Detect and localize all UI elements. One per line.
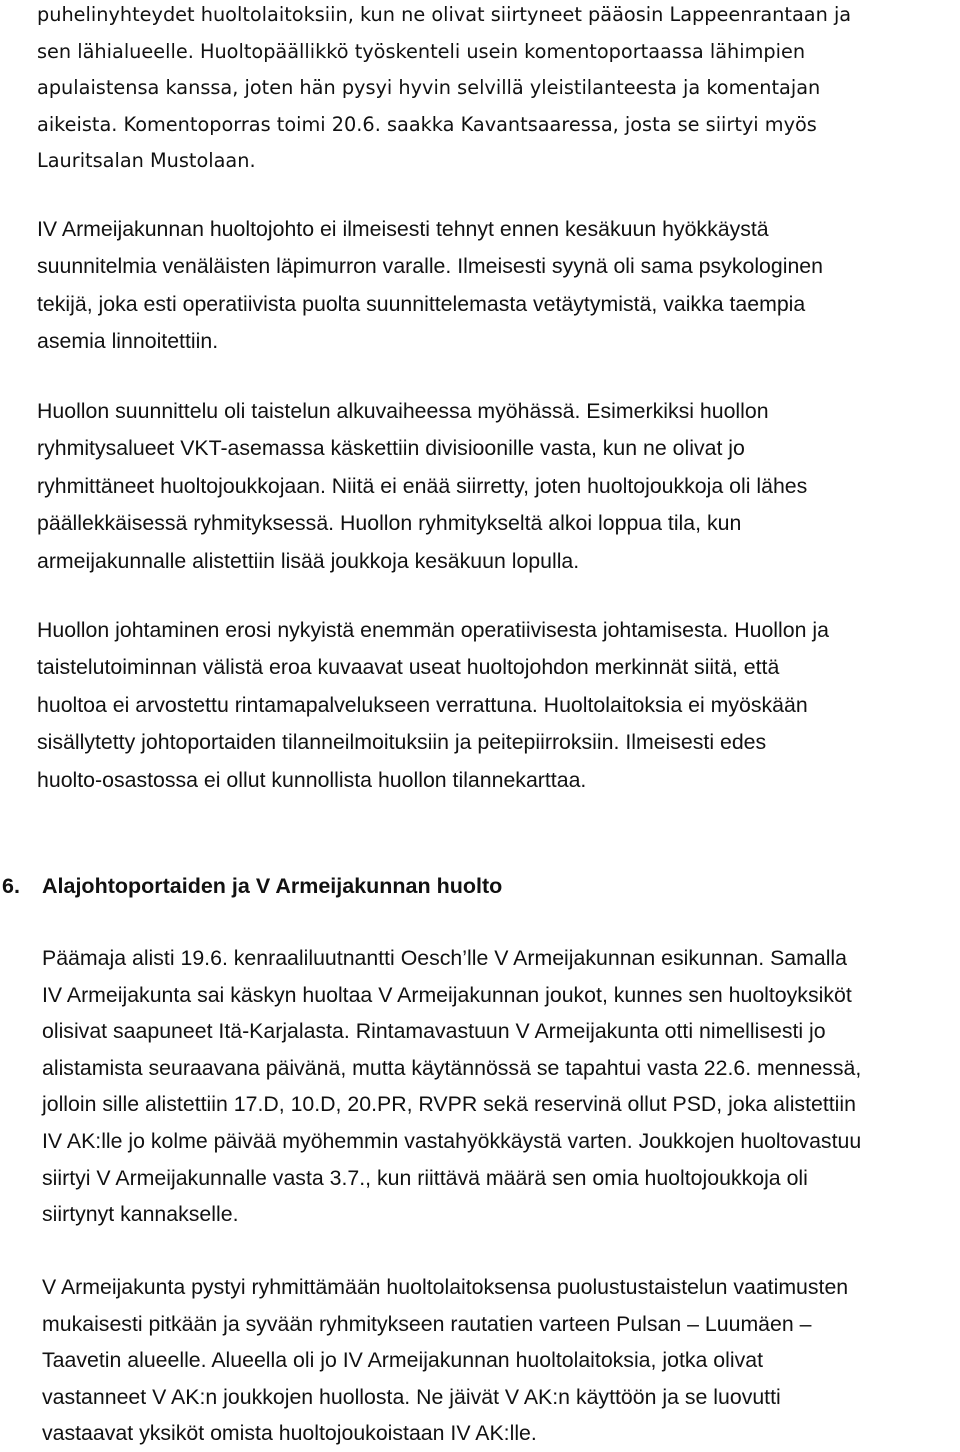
- text-line: tekijä, joka esti operatiivista puolta suunnittelemasta vetäytymistä, vaikka taempia: [37, 291, 806, 316]
- text-line: IV Armeijakunta sai käskyn huoltaa V Armeijakunnan joukot, kunnes sen huoltoyksiköt: [42, 982, 852, 1007]
- text-line: suunnitelmia venäläisten läpimurron varalle. Ilmeisesti syynä oli sama psykologinen: [37, 254, 823, 279]
- paragraph-subordination: [42, 940, 861, 1233]
- text-line: IV Armeijakunnan huoltojohto ei ilmeisesti tehnyt ennen kesäkuun hyökkäystä: [37, 217, 769, 241]
- paragraph-supply-leadership: [37, 612, 829, 799]
- paragraph-supply-planning: [37, 393, 807, 580]
- text-line: vastaavat yksiköt omista huoltojoukoistaan IV AK:lle.: [42, 1421, 537, 1446]
- text-line: jolloin sille alistettiin 17.D, 10.D, 20.PR, RVPR sekä reservinä ollut PSD, joka alistettiin: [42, 1092, 856, 1117]
- text-line: siirtyi V Armeijakunnalle vasta 3.7., kun riittävä määrä sen omia huoltojoukkoja oli: [42, 1165, 808, 1190]
- text-line: ryhmittäneet huoltojoukkojaan. Niitä ei enää siirretty, joten huoltojoukkoja oli lähes: [37, 473, 808, 498]
- text-line: alistamista seuraavana päivänä, mutta käytännössä se tapahtui vasta 22.6. mennessä,: [42, 1055, 862, 1080]
- text-line: huoltoa ei arvostettu rintamapalvelukseen verrattuna. Huoltolaitoksia ei myöskään: [37, 692, 808, 717]
- text-line: armeijakunnalle alistettiin lisää joukkoja kesäkuun lopulla.: [37, 548, 580, 573]
- text-line: olisivat saapuneet Itä-Karjalasta. Rintamavastuun V Armeijakunta otti nimellisesti jo: [42, 1019, 826, 1044]
- text-line: taistelutoiminnan välistä eroa kuvaavat useat huoltojohdon merkinnät siitä, että: [37, 655, 780, 680]
- text-line: sen lähialueelle. Huoltopäällikkö työskenteli usein komentoportaassa lähimpien: [37, 39, 806, 63]
- text-line: aikeista. Komentoporras toimi 20.6. saakka Kavantsaaressa, josta se siirtyi myös: [37, 112, 817, 136]
- text-line: Lauritsalan Mustolaan.: [37, 149, 256, 172]
- section-number: 6.: [2, 874, 20, 898]
- text-line: huolto-osastossa ei ollut kunnollista huollon tilannekarttaa.: [37, 767, 587, 792]
- text-line: ryhmitysalueet VKT-asemassa käskettiin divisioonille vasta, kun ne olivat jo: [37, 436, 745, 461]
- text-line: mukaisesti pitkään ja syvään ryhmitykseen rautatien varteen Pulsan – Luumäen –: [42, 1311, 812, 1336]
- section-title: Alajohtoportaiden ja V Armeijakunnan huolto: [42, 874, 503, 898]
- text-line: asemia linnoitettiin.: [37, 329, 219, 354]
- text-line: vastanneet V AK:n joukkojen huollosta. Ne jäivät V AK:n käyttöön ja se luovutti: [42, 1384, 781, 1409]
- section-heading: [2, 870, 502, 902]
- paragraph-command-post: [37, 0, 851, 180]
- text-line: IV AK:lle jo kolme päivää myöhemmin vastahyökkäystä varten. Joukkojen huoltovastuu: [42, 1128, 862, 1153]
- text-line: siirtynyt kannakselle.: [42, 1202, 239, 1227]
- text-line: Taavetin alueelle. Alueella oli jo IV Armeijakunnan huoltolaitoksia, jotka olivat: [42, 1348, 763, 1373]
- text-line: V Armeijakunta pystyi ryhmittämään huoltolaitoksensa puolustustaistelun vaatimusten: [42, 1275, 849, 1299]
- paragraph-supply-command: [37, 211, 823, 361]
- text-line: puhelinyhteydet huoltolaitoksiin, kun ne olivat siirtyneet pääosin Lappeenrantaan ja: [37, 3, 852, 26]
- text-line: Päämaja alisti 19.6. kenraaliluutnantti Oesch’lle V Armeijakunnan esikunnan. Samalla: [42, 946, 848, 970]
- text-line: apulaistensa kanssa, joten hän pysyi hyvin selvillä yleistilanteesta ja komentajan: [37, 76, 821, 99]
- text-line: päällekkäisessä ryhmityksessä. Huollon ryhmitykseltä alkoi loppua tila, kun: [37, 511, 742, 536]
- paragraph-v-corps-deployment: [42, 1269, 848, 1452]
- text-line: Huollon johtaminen erosi nykyistä enemmän operatiivisesta johtamisesta. Huollon ja: [37, 618, 829, 642]
- text-line: sisällytetty johtoportaiden tilanneilmoituksiin ja peitepiirroksiin. Ilmeisesti edes: [37, 730, 767, 755]
- text-line: Huollon suunnittelu oli taistelun alkuvaiheessa myöhässä. Esimerkiksi huollon: [37, 399, 769, 423]
